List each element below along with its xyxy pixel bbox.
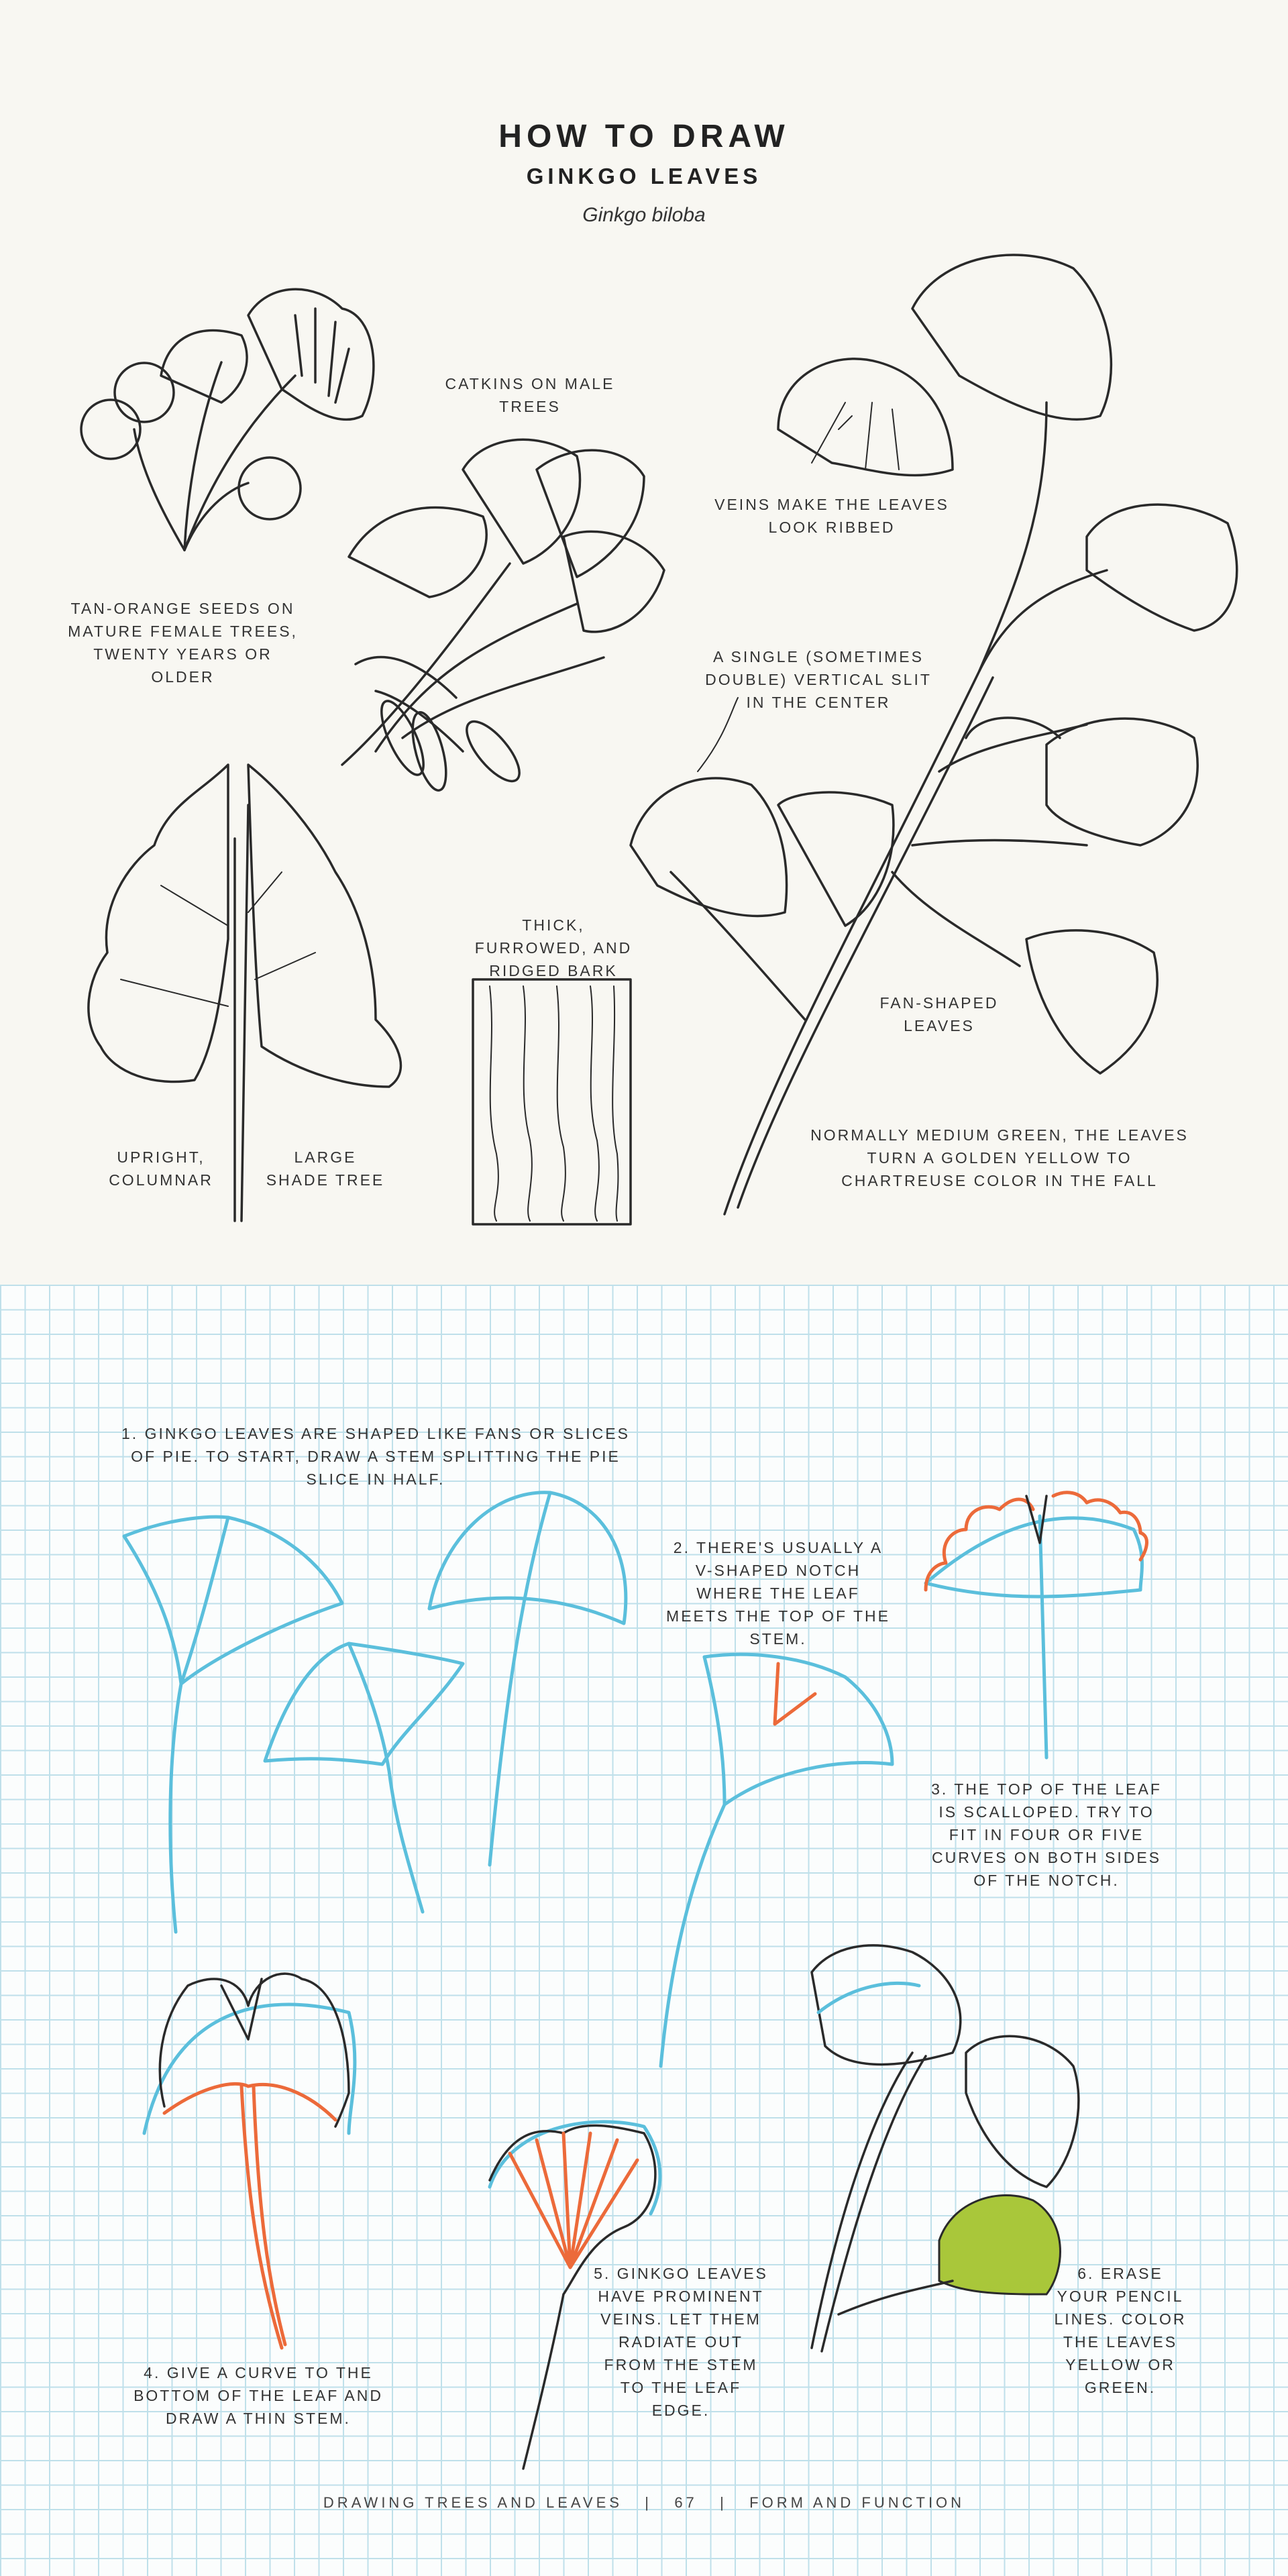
- annotation-shade-tree: LARGE SHADE TREE: [266, 1148, 385, 1189]
- step4-curve-sketch: [144, 1974, 355, 2348]
- annotation-seeds: TAN-ORANGE SEEDS ON MATURE FEMALE TREES, TWENTY YEARS OR OLDER: [68, 600, 298, 686]
- step3-caption: 3. THE TOP OF THE LEAF IS SCALLOPED. TRY TO FIT IN FOUR OR FIVE CURVES ON BOTH SIDES OF THE NOTCH.: [931, 1780, 1162, 1889]
- step5-caption: 5. GINKGO LEAVES HAVE PROMINENT VEINS. LET THEM RADIATE OUT FROM THE STEM TO THE LEAF EDGE.: [594, 2265, 768, 2419]
- annotation-catkins: CATKINS ON MALE TREES: [445, 375, 615, 415]
- page-title: HOW TO DRAW: [498, 119, 790, 154]
- step6-finished-leaves: [812, 1945, 1079, 2351]
- annotation-bark: THICK, FURROWED, AND RIDGED BARK: [474, 916, 633, 979]
- page-footer: DRAWING TREES AND LEAVES | 67 | FORM AND FUNCTION: [323, 2494, 965, 2511]
- step2-notch-sketch: [661, 1654, 892, 2066]
- annotation-veins: VEINS MAKE THE LEAVES LOOK RIBBED: [714, 496, 949, 536]
- annotation-upright: UPRIGHT, COLUMNAR: [109, 1148, 213, 1189]
- scientific-name: Ginkgo biloba: [582, 204, 706, 226]
- step2-caption: 2. THERE'S USUALLY A V-SHAPED NOTCH WHERE THE LEAF MEETS THE TOP OF THE STEM.: [666, 1539, 890, 1648]
- annotation-slit: A SINGLE (SOMETIMES DOUBLE) VERTICAL SLIT IN THE CENTER: [705, 648, 932, 711]
- page-subtitle: GINKGO LEAVES: [526, 164, 762, 189]
- step3-scallop-sketch: [926, 1493, 1146, 1758]
- step1-pie-sketches: [124, 1493, 626, 1932]
- annotation-leaf-color: NORMALLY MEDIUM GREEN, THE LEAVES TURN A GOLDEN YELLOW TO CHARTREUSE COLOR IN THE FALL: [810, 1126, 1189, 1189]
- step4-caption: 4. GIVE A CURVE TO THE BOTTOM OF THE LEAF AND DRAW A THIN STEM.: [133, 2364, 383, 2427]
- step1-caption: 1. GINKGO LEAVES ARE SHAPED LIKE FANS OR SLICES OF PIE. TO START, DRAW A STEM SPLITTING THE PIE SLICE IN HALF.: [121, 1425, 630, 1488]
- annotation-fan-shaped: FAN-SHAPED LEAVES: [879, 994, 999, 1034]
- step6-caption: 6. ERASE YOUR PENCIL LINES. COLOR THE LEAVES YELLOW OR GREEN.: [1054, 2265, 1187, 2396]
